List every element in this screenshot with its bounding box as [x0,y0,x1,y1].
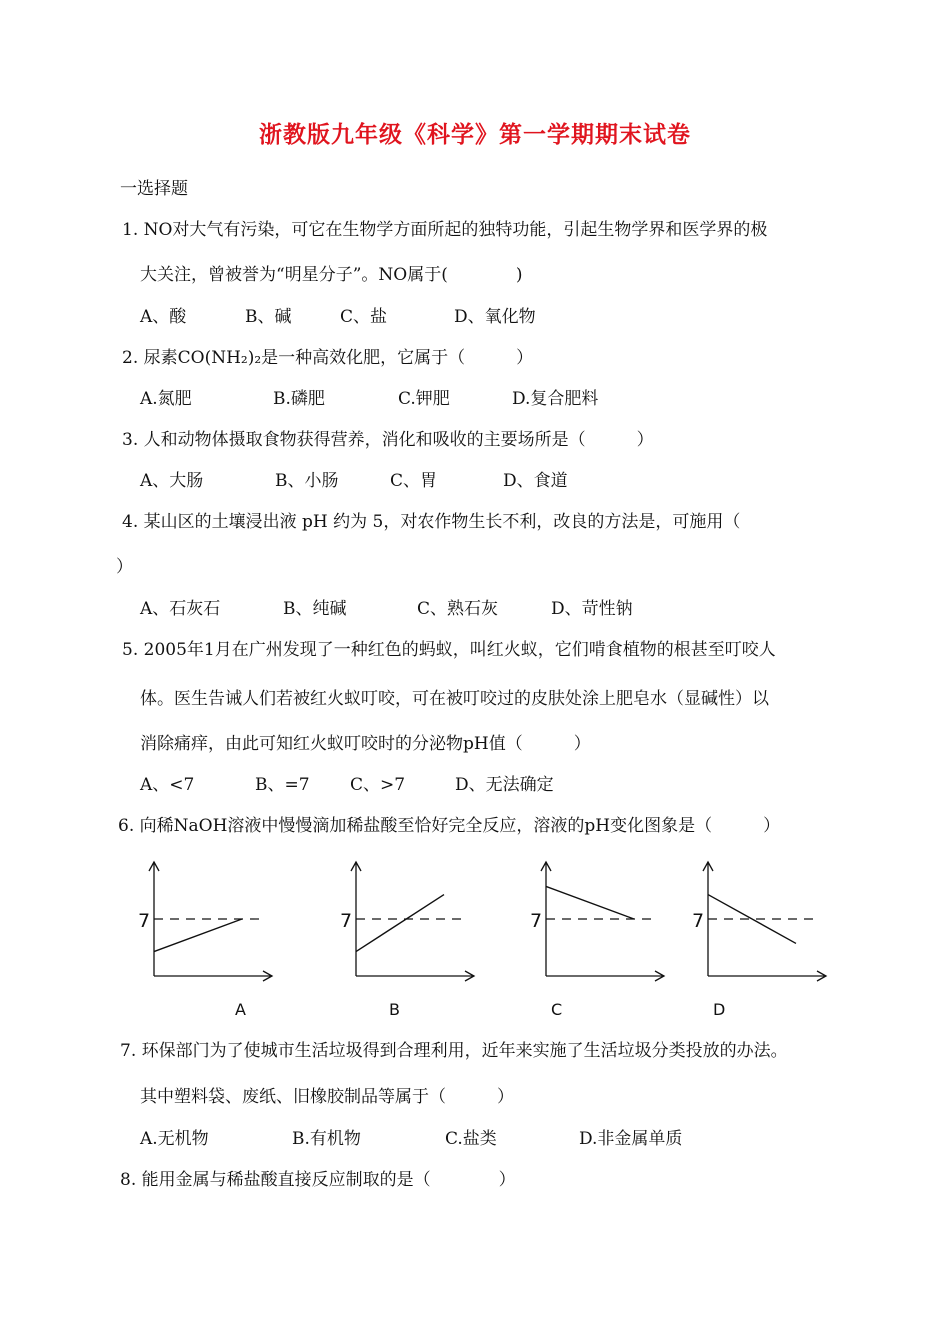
option-a: A.无机物 [140,1129,209,1149]
question-6-text: 6. 向稀NaOH溶液中慢慢滴加稀盐酸至恰好完全反应，溶液的pH变化图象是（ ） [118,816,781,836]
question-5-text-cont2: 消除痛痒，由此可知红火蚁叮咬时的分泌物pH值（ ） [140,734,591,754]
question-5-text-cont: 体。医生告诫人们若被红火蚁叮咬，可在被叮咬过的皮肤处涂上肥皂水（显碱性）以 [140,689,769,709]
question-8-text: 8. 能用金属与稀盐酸直接反应制取的是（ ） [120,1170,516,1190]
option-a: A、酸 [140,307,187,327]
ph7-tick-label: 7 [530,910,543,932]
question-7-text: 7. 环保部门为了使城市生活垃圾得到合理利用，近年来实施了生活垃圾分类投放的办法。 [120,1041,788,1061]
option-a: A.氮肥 [140,389,192,409]
option-b: B、小肠 [275,471,339,491]
option-b: B、=7 [255,775,310,795]
option-c: C.钾肥 [398,389,450,409]
ph7-tick-label: 7 [138,910,151,932]
option-a: A、大肠 [140,471,204,491]
option-d: D.非金属单质 [579,1129,683,1149]
chart-label-d: D [713,1000,726,1019]
option-a: A、石灰石 [140,599,221,619]
option-c: C、>7 [350,775,406,795]
option-d: D.复合肥料 [512,389,599,409]
chart-d [682,856,832,991]
section-heading: 一选择题 [120,179,188,199]
chart-label-c: C [551,1000,563,1019]
question-4-text: 4. 某山区的土壤浸出液 pH 约为 5，对农作物生长不利，改良的方法是，可施用（ [122,512,741,532]
option-a: A、<7 [140,775,195,795]
option-c: C、盐 [340,307,388,327]
question-1-text: 1. NO对大气有污染，可它在生物学方面所起的独特功能，引起生物学界和医学界的极 [122,220,768,240]
ph-series-line [356,895,444,952]
option-d: D、无法确定 [455,775,554,795]
option-b: B.有机物 [292,1129,361,1149]
ph7-tick-label: 7 [340,910,353,932]
option-c: C.盐类 [445,1129,497,1149]
option-b: B、纯碱 [283,599,347,619]
ph-series-line [708,895,796,944]
option-c: C、胃 [390,471,438,491]
chart-label-a: A [235,1000,246,1019]
question-5-text: 5. 2005年1月在广州发现了一种红色的蚂蚁，叫红火蚁，它们啃食植物的根甚至叮咬人 [122,640,776,660]
chart-b [330,856,480,991]
question-3-text: 3. 人和动物体摄取食物获得营养，消化和吸收的主要场所是（ ） [122,430,654,450]
chart-label-b: B [389,1000,400,1019]
chart-c [520,856,670,991]
option-d: D、苛性钠 [551,599,633,619]
option-c: C、熟石灰 [417,599,499,619]
option-d: D、食道 [503,471,568,491]
option-d: D、氧化物 [454,307,536,327]
question-2-text: 2. 尿素CO(NH₂)₂是一种高效化肥，它属于（ ） [122,348,534,368]
ph-series-line [154,919,242,952]
question-4-text-cont: ） [116,557,133,577]
option-b: B.磷肥 [273,389,325,409]
chart-a [128,856,278,991]
question-1-text-cont: 大关注，曾被誉为“明星分子”。NO属于( ) [140,265,523,285]
page-title: 浙教版九年级《科学》第一学期期末试卷 [259,122,691,148]
option-b: B、碱 [245,307,292,327]
question-7-text-cont: 其中塑料袋、废纸、旧橡胶制品等属于（ ） [140,1087,514,1107]
ph-series-line [546,886,634,919]
ph7-tick-label: 7 [692,910,705,932]
